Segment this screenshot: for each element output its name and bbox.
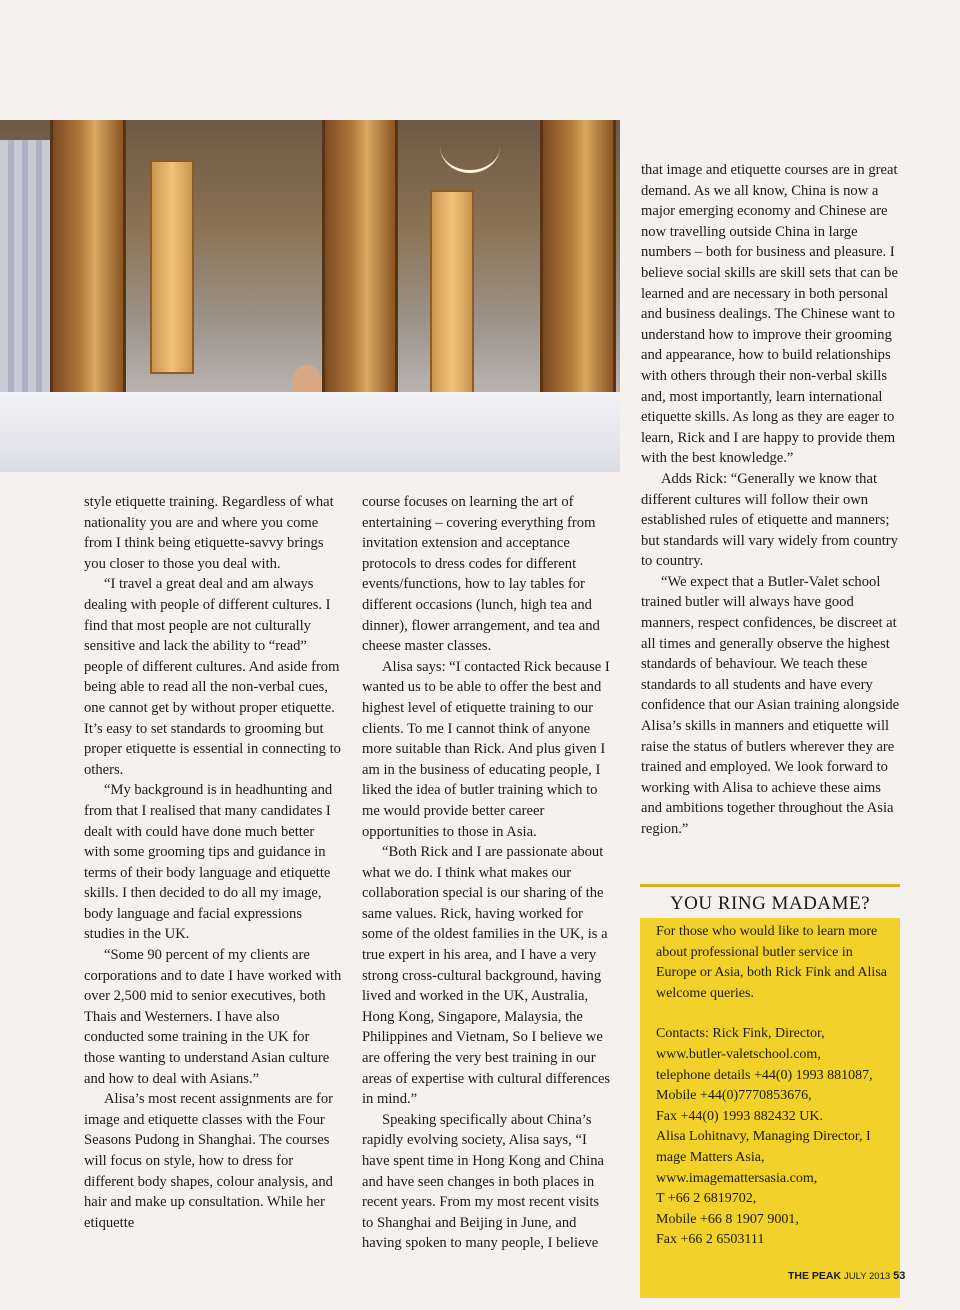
- contact-link[interactable]: www.imagemattersasia.com,: [656, 1170, 818, 1186]
- article-column-1: [84, 492, 342, 1233]
- contact-line: Mobile +44(0)7770853676,: [656, 1088, 812, 1104]
- sidebar-box: [640, 918, 900, 1298]
- contact-link[interactable]: www.butler-valetschool.com,: [656, 1046, 821, 1062]
- class-photo: [0, 120, 620, 472]
- contact-line: Contacts: Rick Fink, Director,: [656, 1026, 825, 1042]
- paragraph: “We expect that a Butler-Valet school trained butler will always have good manners, respect confidences, be discreet at all times and generally observe the highest standards of behaviour. We teach these standards to all students and have every confidence that our Asian training alongside Alisa’s skills in manners and etiquette will raise the status of butlers wherever they are trained and employed. We look forward to working with Alisa to achieve these aims and ambitions together throughout the Asia region.”: [641, 573, 900, 837]
- page-number: 53: [893, 1270, 906, 1282]
- paragraph: “I travel a great deal and am always dealing with people of different cultures. I find that most people are not culturally sensitive and lack the ability to “read” people of different cultures. And aside from being able to read all the non-verbal cues, one cannot get by without proper etiquette. It’s easy to set standards to grooming but proper etiquette is essential in connecting to others.: [84, 576, 341, 778]
- paragraph: style etiquette training. Regardless of what nationality you are and where you come from I think being etiquette-savvy brings you closer to those you deal with.: [84, 494, 334, 572]
- paragraph: course focuses on learning the art of entertaining – covering everything from invitation extension and acceptance protocols to dress codes for different events/functions, how to lay tables for different occasions (lunch, high tea and dinner), flower arrangement, and tea and cheese master classes.: [362, 494, 600, 655]
- publication-name: THE PEAK: [788, 1270, 842, 1282]
- paragraph: “My background is in headhunting and from that I realised that many candidates I dealt with could have done much better with some grooming tips and guidance in terms of their body language and etiquette skills. I then decided to do all my image, body language and facial expressions studies in the UK.: [84, 782, 333, 943]
- article-column-3: [641, 160, 901, 840]
- contact-line: mage Matters Asia,: [656, 1149, 765, 1165]
- wall-panel: [430, 190, 474, 404]
- contact-line: T +66 2 6819702,: [656, 1191, 757, 1207]
- sidebar-title: YOU RING MADAME?: [640, 887, 900, 918]
- page-folio: [788, 1270, 905, 1282]
- contact-sidebar: [640, 884, 900, 1298]
- paragraph: “Both Rick and I are passionate about what we do. I think what makes our collaboration special is our sharing of the same values. Rick, having worked for some of the oldest families in the UK, is a true expert in his area, and I have a very strong cross-cultural background, having lived and worked in the UK, Australia, Hong Kong, Singapore, Malaysia, the Philippines and Vietnam, So I believe we are offering the very best training in our areas of expertise with cultural differences in mind.”: [362, 844, 611, 1108]
- paragraph: Alisa says: “I contacted Rick because I wanted us to be able to offer the best and highest level of etiquette training to our clients. To me I cannot think of anyone more suitable than Rick. And plus given I am in the business of educating people, I liked the idea of butler training which to me would provide better career opportunities to those in Asia.: [362, 658, 610, 840]
- wall-panel: [150, 160, 194, 374]
- paragraph: Alisa’s most recent assignments are for image and etiquette classes with the Four Seasons Pudong in Shanghai. The courses will focus on style, how to dress for different body shapes, colour analysis, and hair and make up consultation. While her etiquette: [84, 1091, 333, 1231]
- table-cloth: [0, 392, 620, 472]
- paragraph: Adds Rick: “Generally we know that different cultures will follow their own established rules of etiquette and manners; but standards will vary widely from country to country.: [641, 470, 898, 570]
- chandelier: [440, 120, 500, 173]
- contact-line: Fax +44(0) 1993 882432 UK.: [656, 1108, 823, 1124]
- article-column-2: [362, 492, 614, 1254]
- contact-line: telephone details +44(0) 1993 881087,: [656, 1067, 873, 1083]
- sidebar-intro: For those who would like to learn more about professional butler service in Europe or Asia, both Rick Fink and Alisa welcome queries.: [656, 924, 887, 1001]
- contact-line: Mobile +66 8 1907 9001,: [656, 1211, 799, 1227]
- contact-line: Alisa Lohitnavy, Managing Director, I: [656, 1129, 871, 1145]
- paragraph: “Some 90 percent of my clients are corporations and to date I have worked with over 2,500 mid to senior executives, both Thais and Westerners. I have also conducted some training in the UK for those wanting to understand Asian culture and how to deal with Asians.”: [84, 947, 342, 1087]
- paragraph: that image and etiquette courses are in great demand. As we all know, China is now a major emerging economy and Chinese are now travelling outside China in large numbers – both for business and pleasure. I believe social skills are skill sets that can be learned and are necessary in both personal and business dealings. The Chinese want to understand how to improve their grooming and appearance, how to build relationships with others through their non-verbal skills and, most importantly, learn international etiquette skills. As long as they are eager to learn, Rick and I are happy to provide them with the best knowledge.”: [641, 162, 898, 467]
- paragraph: Speaking specifically about China’s rapidly evolving society, Alisa says, “I have spent time in Hong Kong and China and have seen changes in both places in recent years. From my most recent visits to Shanghai and Beijing in June, and having spoken to many people, I believe: [362, 1111, 604, 1252]
- contact-line: Fax +66 2 6503111: [656, 1232, 765, 1248]
- issue-month: JULY 2013: [844, 1271, 891, 1282]
